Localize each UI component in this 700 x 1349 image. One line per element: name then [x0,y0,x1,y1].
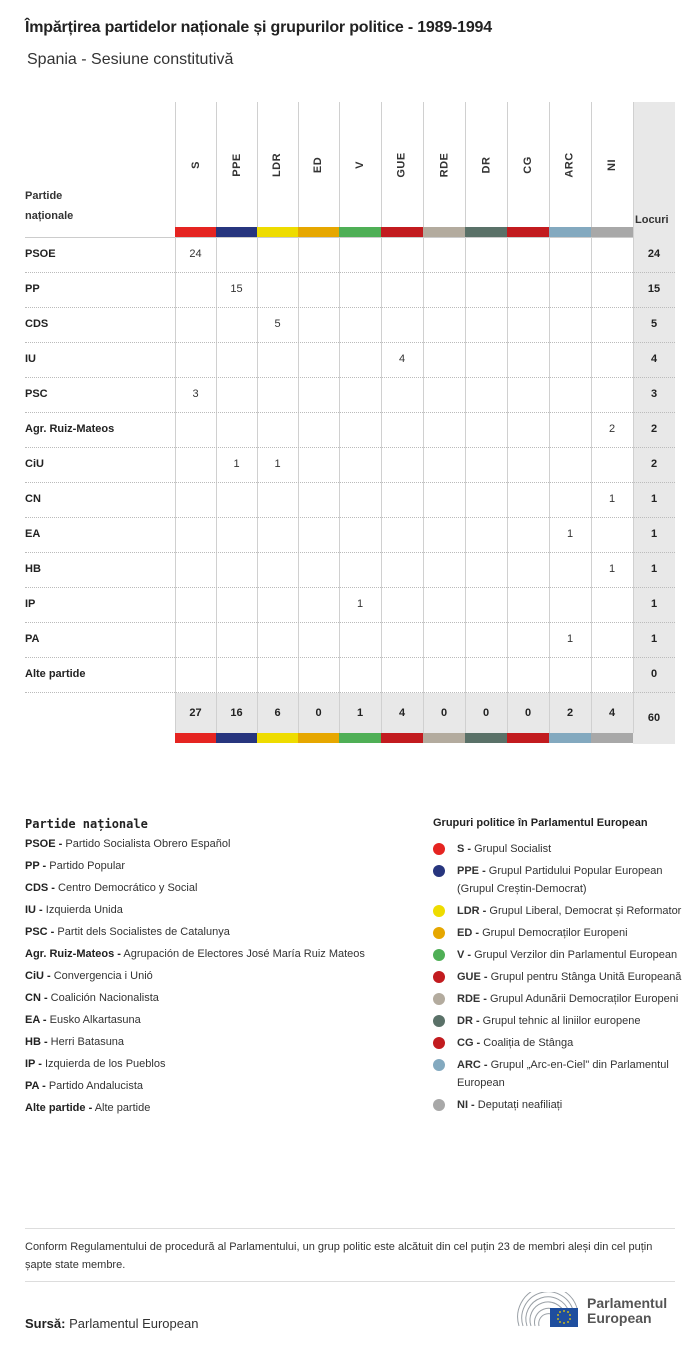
seat-count: 4 [398,353,406,365]
group-abbr: GUE - [457,971,488,983]
group-color-dot-icon [433,1099,445,1111]
group-color-bar [549,733,591,743]
column-header-label: S [189,160,202,169]
column-total: 1 [356,707,364,719]
group-abbr: CG - [457,1037,481,1049]
group-color-bar [175,733,216,743]
column-total: 16 [230,707,243,719]
legend-party-item [25,1102,365,1124]
column-header-ed [298,102,339,227]
logo-line2: European [587,1310,652,1326]
table-row [25,483,675,518]
row-total: 2 [650,458,658,470]
group-color-bar [298,733,339,743]
seat-count: 15 [230,283,243,295]
group-abbr: LDR - [457,905,487,917]
party-abbr: IP - [25,1058,42,1070]
group-color-dot-icon [433,971,445,983]
group-color-bar [298,227,339,237]
party-label: CN [25,493,41,505]
table-row [25,413,675,448]
party-label: CiU [25,458,44,470]
column-header-gue [381,102,423,227]
party-abbr: CN - [25,992,48,1004]
party-name: Izquierda de los Pueblos [44,1058,166,1070]
group-color-bar [216,227,257,237]
row-total: 5 [650,318,658,330]
divider [25,1281,675,1282]
legend-party-item [25,1014,365,1036]
legend-groups-title: Grupuri politice în Parlamentul European [433,817,648,829]
group-color-bar [423,227,465,237]
column-total: 0 [482,707,490,719]
legend-party-item [25,1058,365,1080]
source [25,1316,198,1331]
group-color-bar [257,733,298,743]
row-header-line1: Partide [25,190,63,202]
group-name: Grupul pentru Stânga Unită Europeană [490,971,682,983]
legend-parties-title: Partide naționale [25,817,148,831]
party-label: EA [25,528,41,540]
legend-party-item [25,1080,365,1102]
legend-group-item [433,1056,683,1092]
footnote: Conform Regulamentului de procedură al Parlamentului, un grup politic este alcătuit din cel puțin 23 de membri aleși din cel puțin șapte state membre. [25,1241,653,1271]
party-abbr: Alte partide - [25,1102,93,1114]
group-name: Grupul Verzilor din Parlamentul European [474,949,678,961]
legend-party-item [25,992,365,1014]
column-header-s [175,102,216,227]
column-header-cg [507,102,549,227]
legend-group-item [433,902,683,920]
column-header-arc [549,102,591,227]
group-color-bar [381,227,423,237]
legend-party-item [25,970,365,992]
row-total: 2 [650,423,658,435]
row-divider [25,692,675,693]
party-label: PP [25,283,40,295]
legend-national-parties [25,817,365,1124]
table-row [25,238,675,273]
party-name: Partido Socialista Obrero Español [65,838,231,850]
party-label: PSOE [25,248,56,260]
party-abbr: PP - [25,860,47,872]
group-abbr: NI - [457,1099,475,1111]
group-color-bar [549,227,591,237]
party-label: CDS [25,318,49,330]
group-color-dot-icon [433,865,445,877]
column-header-dr [465,102,507,227]
logo-line1: Parlamentul [587,1295,668,1311]
legend-party-item [25,838,365,860]
party-name: Alte partide [94,1102,151,1114]
party-name: Herri Batasuna [50,1036,125,1048]
row-total: 15 [647,283,661,295]
column-total: 4 [398,707,406,719]
seat-count: 5 [274,318,281,330]
party-label: IU [25,353,36,365]
seat-count: 1 [274,458,281,470]
party-abbr: IU - [25,904,43,916]
row-header [25,186,73,226]
group-name: Grupul „Arc-en-Ciel" din Parlamentul European [457,1059,669,1089]
page-title: Împărțirea partidelor naționale și grupurilor politice - 1989-1994 [25,19,492,36]
group-color-dot-icon [433,1015,445,1027]
column-total: 0 [315,707,322,719]
column-header-label: ARC [564,151,576,178]
row-total: 1 [650,528,658,540]
legend-group-item [433,1012,683,1030]
column-total: 27 [189,707,202,719]
legend-party-item [25,948,365,970]
legend-group-item [433,968,683,986]
group-name: Grupul Adunării Democraților Europeni [490,993,679,1005]
source-label: Sursă: [25,1316,66,1331]
party-name: Coalición Nacionalista [50,992,159,1004]
group-name: Grupul Democraților Europeni [482,927,628,939]
group-color-bar [591,227,633,237]
group-name: Grupul Liberal, Democrat și Reformator [489,905,682,917]
table-row [25,308,675,343]
column-header-label: ED [312,156,325,173]
group-color-bar [465,733,507,743]
group-abbr: ARC - [457,1059,488,1071]
seat-count: 1 [608,563,616,575]
group-name: Grupul Partidului Popular European (Grupul Creștin-Democrat) [457,865,663,895]
legend-group-item [433,840,683,858]
group-abbr: S - [457,843,472,855]
group-color-dot-icon [433,843,445,855]
row-total: 1 [650,493,658,505]
party-label: Agr. Ruiz-Mateos [25,423,115,435]
column-total: 0 [440,707,448,719]
party-abbr: HB - [25,1036,48,1048]
row-total: 4 [650,353,658,365]
legend-group-item [433,924,683,942]
group-color-bar [257,227,298,237]
row-total: 0 [650,668,658,680]
table-row [25,623,675,658]
seat-count: 24 [189,248,202,260]
party-label: IP [25,598,36,610]
group-abbr: RDE - [457,993,487,1005]
page-subtitle: Spania - Sesiune constitutivă [27,51,234,68]
column-total: 2 [566,707,574,719]
column-header-label: RDE [437,152,450,177]
group-abbr: DR - [457,1015,480,1027]
group-color-dot-icon [433,1037,445,1049]
group-color-bar [216,733,257,743]
column-header-label: GUE [396,151,408,178]
group-color-dot-icon [433,949,445,961]
table-row [25,448,675,483]
party-label: HB [25,563,41,575]
party-abbr: CiU - [25,970,51,982]
party-name: Partido Popular [49,860,126,872]
column-total: 4 [608,707,616,719]
row-total: 1 [650,633,658,645]
party-name: Izquierda Unida [45,904,123,916]
group-name: Grupul Socialist [474,843,552,855]
row-total: 3 [650,388,658,400]
logo-text [587,1296,667,1326]
parliament-hemicycle-icon [515,1292,585,1328]
group-abbr: PPE - [457,865,486,877]
legend-group-item [433,862,683,898]
grand-total: 60 [647,712,661,724]
group-abbr: V - [457,949,472,961]
seat-count: 1 [608,493,616,505]
party-label: Alte partide [25,668,86,680]
legend-group-item [433,946,683,964]
seat-count: 2 [608,423,616,435]
column-total: 6 [274,707,281,719]
row-total: 1 [650,598,658,610]
group-color-bar [423,733,465,743]
legend-group-item [433,1096,683,1114]
table-row [25,343,675,378]
group-name: Coaliția de Stânga [483,1037,574,1049]
group-color-bar [591,733,633,743]
group-color-bar [465,227,507,237]
seat-count: 1 [356,598,364,610]
party-abbr: PSC - [25,926,55,938]
table-row [25,658,675,693]
column-header-ppe [216,102,257,227]
group-color-dot-icon [433,905,445,917]
table-row [25,518,675,553]
group-color-dot-icon [433,1059,445,1071]
party-name: Agrupación de Electores José María Ruiz Mateos [123,948,365,960]
column-header-label: LDR [271,152,284,177]
source-value: Parlamentul European [69,1316,199,1331]
group-color-bar [507,227,549,237]
table-row [25,588,675,623]
group-name: Grupul tehnic al liniilor europene [482,1015,641,1027]
group-color-dot-icon [433,927,445,939]
ep-logo [515,1292,680,1332]
group-color-bar [175,227,216,237]
legend-party-item [25,882,365,904]
legend-political-groups [433,817,683,1118]
party-name: Convergencia i Unió [53,970,153,982]
party-abbr: Agr. Ruiz-Mateos - [25,948,121,960]
legend-party-item [25,904,365,926]
column-total: 0 [524,707,532,719]
party-name: Eusko Alkartasuna [49,1014,141,1026]
party-abbr: PA - [25,1080,46,1092]
legend-party-item [25,926,365,948]
seat-count: 1 [566,528,574,540]
column-header-rde [423,102,465,227]
group-color-bar [507,733,549,743]
party-abbr: PSOE - [25,838,63,850]
table-row [25,378,675,413]
row-total: 24 [647,248,661,260]
party-name: Partido Andalucista [48,1080,144,1092]
total-header: Locuri [635,214,669,226]
seat-count: 1 [566,633,574,645]
legend-party-item [25,860,365,882]
column-header-label: NI [606,158,618,171]
group-name: Deputați neafiliați [477,1099,563,1111]
party-name: Centro Democrático y Social [58,882,198,894]
group-color-dot-icon [433,993,445,1005]
legend-group-item [433,1034,683,1052]
party-abbr: EA - [25,1014,47,1026]
column-header-ldr [257,102,298,227]
group-abbr: ED - [457,927,479,939]
party-label: PA [25,633,40,645]
row-total: 1 [650,563,658,575]
divider [25,1228,675,1229]
table-row [25,273,675,308]
table-row [25,553,675,588]
group-color-bar [339,227,381,237]
column-header-label: V [354,160,366,169]
row-header-line2: naționale [25,210,74,222]
party-label: PSC [25,388,48,400]
seat-count: 3 [192,388,199,400]
column-header-label: DR [479,156,492,173]
column-header-ni [591,102,633,227]
column-header-label: CG [522,155,534,174]
column-header-label: PPE [230,152,243,177]
seat-count: 1 [233,458,240,470]
party-abbr: CDS - [25,882,55,894]
legend-group-item [433,990,683,1008]
column-header-v [339,102,381,227]
legend-party-item [25,1036,365,1058]
group-color-bar [381,733,423,743]
party-name: Partit dels Socialistes de Catalunya [57,926,230,938]
group-color-bar [339,733,381,743]
